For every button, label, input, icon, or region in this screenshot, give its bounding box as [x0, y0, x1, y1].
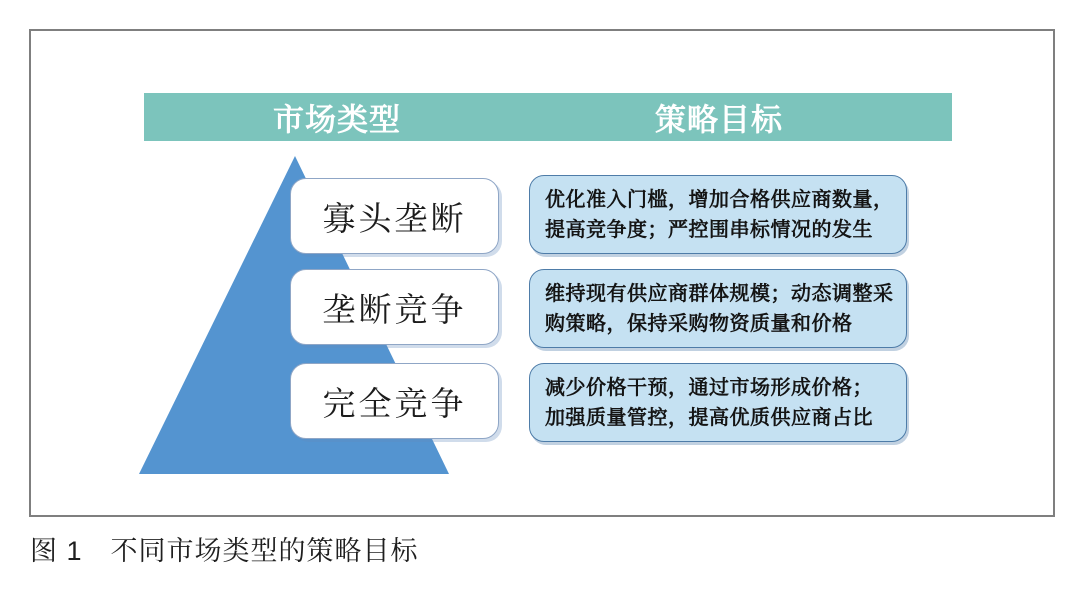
goal-box-monopolistic-competition [529, 269, 907, 348]
level-label: 寡头垄断 [322, 198, 467, 238]
level-box-monopolistic-competition [290, 269, 499, 345]
goal-text-line: 加强质量管控，提高优质供应商占比 [545, 406, 873, 429]
goal-box-perfect-competition [529, 363, 907, 442]
figure-caption: 图 1 不同市场类型的策略目标 [30, 536, 419, 566]
goal-text-line: 优化准入门槛，增加合格供应商数量， [545, 188, 894, 211]
goal-text-line: 维持现有供应商群体规模；动态调整采 [545, 282, 894, 305]
header-label-strategy-goal: 策略目标 [655, 102, 783, 138]
goal-text-line: 购策略，保持采购物资质量和价格 [545, 312, 853, 335]
level-label: 完全竞争 [322, 383, 467, 423]
level-box-oligopoly [290, 178, 499, 254]
level-label: 垄断竞争 [322, 289, 467, 329]
header-bar [144, 93, 952, 141]
level-box-perfect-competition [290, 363, 499, 439]
header-label-market-type: 市场类型 [273, 102, 401, 138]
goal-text-line: 提高竞争度；严控围串标情况的发生 [545, 218, 873, 241]
goal-text-line: 减少价格干预，通过市场形成价格； [545, 376, 873, 399]
goal-box-oligopoly [529, 175, 907, 254]
diagram-frame [29, 29, 1055, 517]
